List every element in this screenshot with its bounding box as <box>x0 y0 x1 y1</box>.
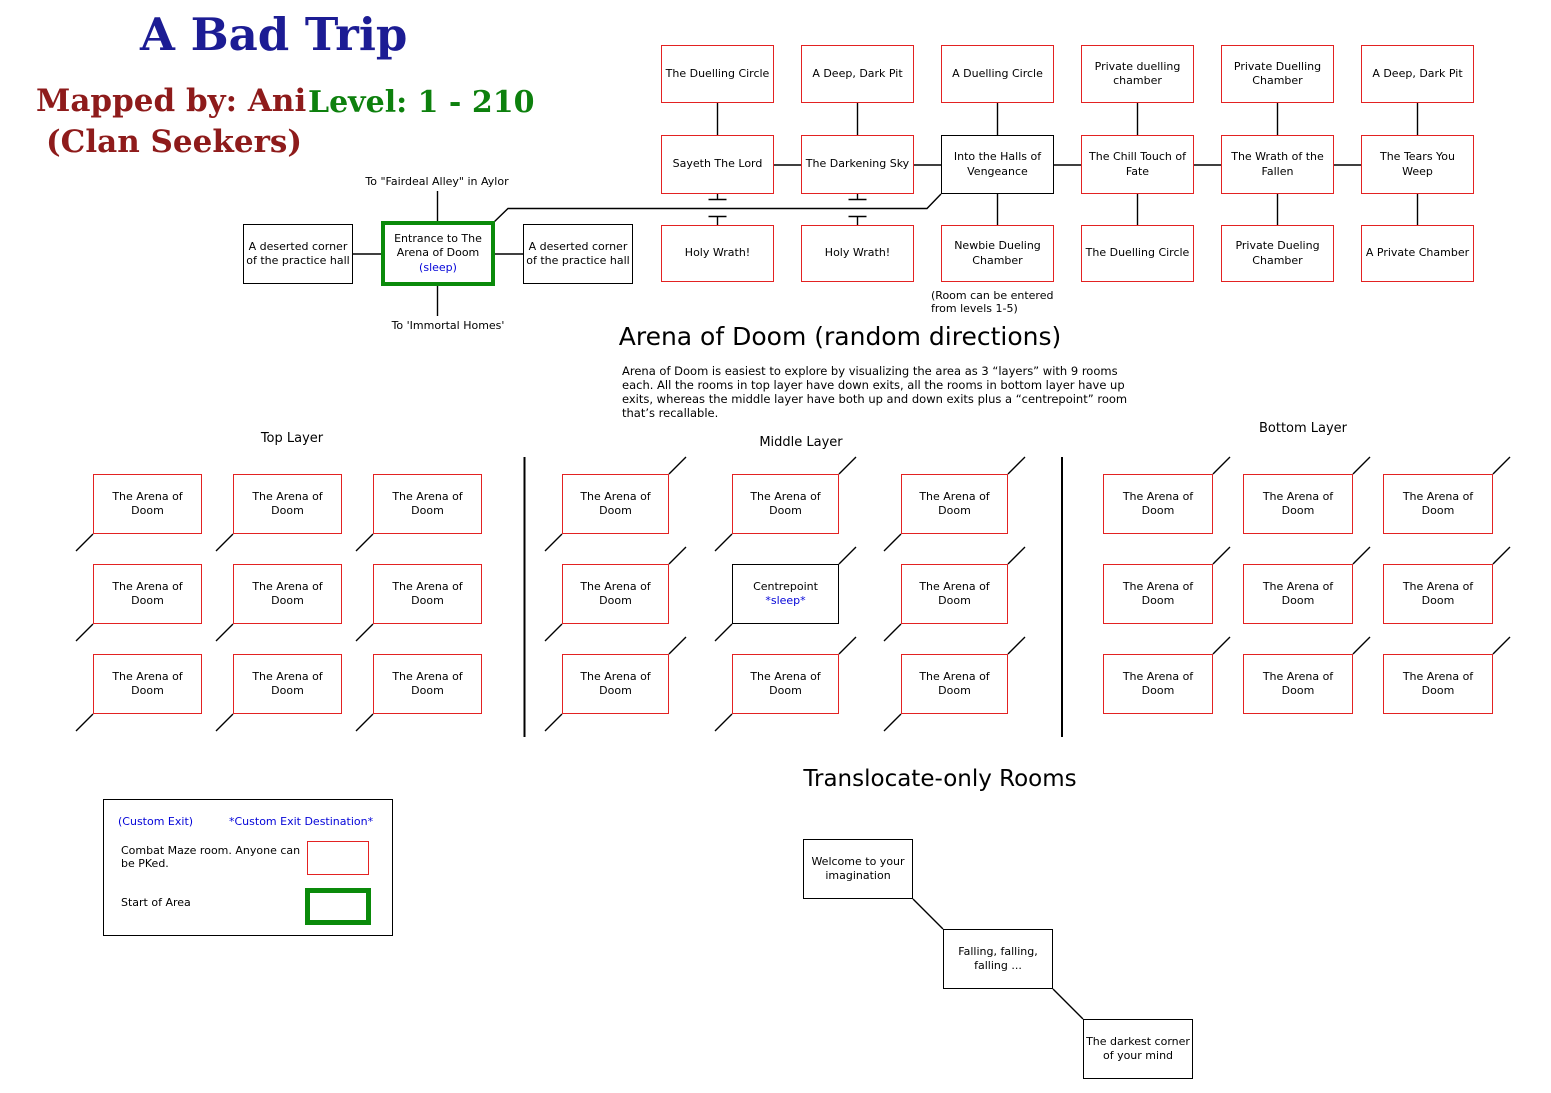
legend-box <box>103 799 393 936</box>
legend-custom-exit-label: (Custom Exit) <box>118 815 194 828</box>
room-deserted-corner-east: A deserted corner of the practice hall <box>523 224 633 284</box>
room-top-layer-2: The Arena of Doom <box>233 474 342 534</box>
legend-combat-label: Combat Maze room. Anyone can be PKed. <box>121 844 301 870</box>
room-top-layer-5: The Arena of Doom <box>233 564 342 624</box>
exit-label-fairdeal-alley: To "Fairdeal Alley" in Aylor <box>365 175 509 188</box>
room-top-layer-8: The Arena of Doom <box>233 654 342 714</box>
room-top-layer-3: The Arena of Doom <box>373 474 482 534</box>
duel-room-r2c2: The Darkening Sky <box>801 135 914 194</box>
legend-combat-room-swatch <box>307 841 369 875</box>
room-translocate-2: Falling, falling, falling ... <box>943 929 1053 989</box>
room-middle-layer-6: The Arena of Doom <box>901 564 1008 624</box>
room-top-layer-9: The Arena of Doom <box>373 654 482 714</box>
newbie-room-note: (Room can be entered from levels 1-5) <box>931 289 1054 315</box>
legend-start-room-swatch <box>305 888 371 925</box>
room-middle-layer-2: The Arena of Doom <box>732 474 839 534</box>
room-deserted-corner-west: A deserted corner of the practice hall <box>243 224 353 284</box>
room-middle-layer-3: The Arena of Doom <box>901 474 1008 534</box>
room-entrance-note: (sleep) <box>419 260 457 274</box>
translocate-heading: Translocate-only Rooms <box>803 766 1077 792</box>
room-bottom-layer-8: The Arena of Doom <box>1243 654 1353 714</box>
legend-start-label: Start of Area <box>121 896 191 909</box>
duel-room-r1c5: Private Duelling Chamber <box>1221 45 1334 103</box>
duel-room-r1c2: A Deep, Dark Pit <box>801 45 914 103</box>
room-entrance-name: Entrance to The Arena of Doom <box>394 232 482 260</box>
room-bottom-layer-9: The Arena of Doom <box>1383 654 1493 714</box>
duel-room-halls-of-vengeance: Into the Halls of Vengeance <box>941 135 1054 194</box>
duel-room-r1c3: A Duelling Circle <box>941 45 1054 103</box>
room-bottom-layer-5: The Arena of Doom <box>1243 564 1353 624</box>
duel-room-newbie-chamber: Newbie Dueling Chamber <box>941 225 1054 282</box>
arena-heading: Arena of Doom (random directions) <box>618 322 1062 351</box>
duel-room-r3c5: Private Dueling Chamber <box>1221 225 1334 282</box>
room-top-layer-6: The Arena of Doom <box>373 564 482 624</box>
legend-custom-exit-destination-label: *Custom Exit Destination* <box>229 815 374 828</box>
room-middle-layer-7: The Arena of Doom <box>562 654 669 714</box>
duel-room-r2c5: The Wrath of the Fallen <box>1221 135 1334 194</box>
duel-room-r1c1: The Duelling Circle <box>661 45 774 103</box>
room-translocate-1: Welcome to your imagination <box>803 839 913 899</box>
exit-label-immortal-homes: To 'Immortal Homes' <box>391 319 505 332</box>
clan-label: (Clan Seekers) <box>46 124 303 160</box>
room-translocate-3: The darkest corner of your mind <box>1083 1019 1193 1079</box>
duel-room-r1c4: Private duelling chamber <box>1081 45 1194 103</box>
room-top-layer-7: The Arena of Doom <box>93 654 202 714</box>
room-bottom-layer-1: The Arena of Doom <box>1103 474 1213 534</box>
room-centrepoint <box>732 564 839 624</box>
duel-room-r2c1: Sayeth The Lord <box>661 135 774 194</box>
arena-description: Arena of Doom is easiest to explore by visualizing the area as 3 “layers” with 9 rooms each. All the rooms in top layer have down exits, all the rooms in bottom layer have up exits, whereas the middle layer have both up and down exits plus a “centrepoint” room that’s recallable. <box>622 364 1128 420</box>
level-range-label: Level: 1 - 210 <box>308 85 535 120</box>
middle-layer-label: Middle Layer <box>759 435 843 450</box>
room-bottom-layer-4: The Arena of Doom <box>1103 564 1213 624</box>
room-middle-layer-4: The Arena of Doom <box>562 564 669 624</box>
mapped-by-label: Mapped by: Ani <box>36 83 307 119</box>
room-middle-layer-1: The Arena of Doom <box>562 474 669 534</box>
page-title: A Bad Trip <box>140 8 408 61</box>
room-middle-layer-8: The Arena of Doom <box>732 654 839 714</box>
room-bottom-layer-7: The Arena of Doom <box>1103 654 1213 714</box>
duel-room-r3c4: The Duelling Circle <box>1081 225 1194 282</box>
room-top-layer-1: The Arena of Doom <box>93 474 202 534</box>
duel-room-r3c2: Holy Wrath! <box>801 225 914 282</box>
room-bottom-layer-2: The Arena of Doom <box>1243 474 1353 534</box>
duel-room-r3c1: Holy Wrath! <box>661 225 774 282</box>
room-middle-layer-9: The Arena of Doom <box>901 654 1008 714</box>
room-entrance-start <box>381 221 495 286</box>
duel-room-r2c4: The Chill Touch of Fate <box>1081 135 1194 194</box>
duel-room-r1c6: A Deep, Dark Pit <box>1361 45 1474 103</box>
duel-room-r2c6: The Tears You Weep <box>1361 135 1474 194</box>
bottom-layer-label: Bottom Layer <box>1258 421 1348 436</box>
centrepoint-name: Centrepoint <box>753 579 818 593</box>
top-layer-label: Top Layer <box>260 431 324 446</box>
room-top-layer-4: The Arena of Doom <box>93 564 202 624</box>
room-bottom-layer-6: The Arena of Doom <box>1383 564 1493 624</box>
room-bottom-layer-3: The Arena of Doom <box>1383 474 1493 534</box>
duel-room-r3c6: A Private Chamber <box>1361 225 1474 282</box>
centrepoint-note: *sleep* <box>765 594 806 607</box>
